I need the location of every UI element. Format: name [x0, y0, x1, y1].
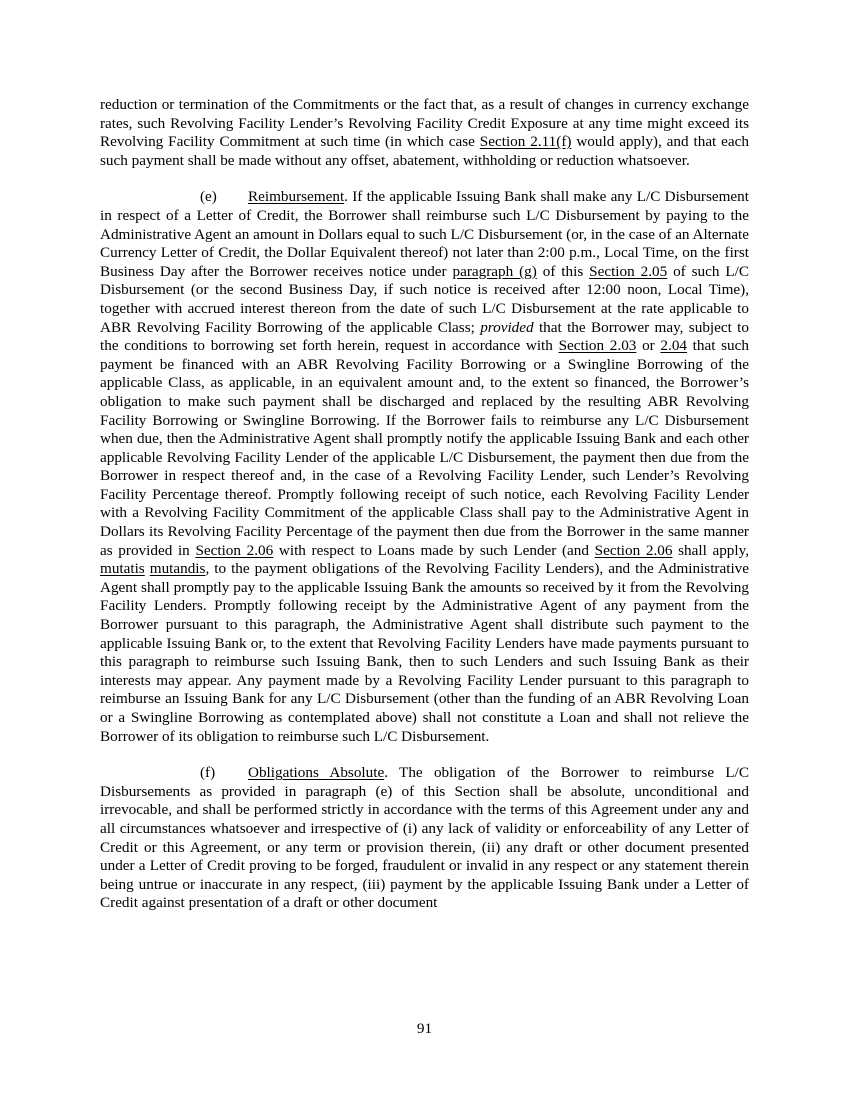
paragraph-label: (e)	[200, 188, 217, 206]
paragraph-label: (f)	[200, 764, 216, 782]
text-run: with respect to Loans made by such Lender (and	[273, 541, 595, 559]
section-reference: Section 2.06	[594, 541, 673, 559]
text-run: would apply), and that each such payment shall be made without any offset, abatement, withholding or reduction whatsoever.	[100, 133, 749, 169]
text-run: of such L/C Disbursement (or the second Business Day, if such notice is received after 12:00 noon, Local Time), together with accrued interest thereon from the date of such L/C Disbursement at the rate applicable to ABR Revolving Facility Borrowing of the applicable Class;	[100, 262, 749, 336]
text-run: . If the applicable Issuing Bank shall make any L/C Disbursement in respect of a Letter of Credit, the Borrower shall reimburse such L/C Disbursement by paying to the Administrative Agent an amount in Dollars equal to such L/C Disbursement (or, in the case of an Alternate Currency Letter of Credit, the Dollar Equivalent thereof) not later than 2:00 p.m., Local Time, on the first Business Day after the Borrower receives notice under	[100, 188, 749, 280]
text-run: reduction or termination of the Commitments or the fact that, as a result of changes in currency exchange rates, such Revolving Facility Lender’s Revolving Facility Credit Exposure at any time might exceed its Revolving Facility Commitment at such time (in which case	[100, 96, 749, 151]
text-run: , to the payment obligations of the Revolving Facility Lenders), and the Administrative Agent shall promptly pay to the applicable Issuing Bank the amounts so received by it from the Revolving Facility Lenders. Promptly following receipt by the Administrative Agent of any payment from the Borrower pursuant to this paragraph, the Administrative Agent shall distribute such payment to the applicable Issuing Bank or, to the extent that Revolving Facility Lenders have made payments pursuant to this paragraph to reimburse such Issuing Bank, then to such Lenders and such Issuing Bank as their interests may appear. Any payment made by a Revolving Facility Lender pursuant to this paragraph to reimburse an Issuing Bank for any L/C Disbursement (other than the funding of an ABR Revolving Loan or a Swingline Borrowing as contemplated above) shall not constitute a Loan and shall not relieve the Borrower of its obligation to reimburse such L/C Disbursement.	[100, 560, 750, 745]
text-run: . The obligation of the Borrower to reimburse L/C Disbursements as provided in paragraph (e) of this Section shall be absolute, unconditional and irrevocable, and shall be performed strictly in accordance with the terms of this Agreement under any and all circumstances whatsoever and irrespective of (i) any lack of validity or enforceability of any Letter of Credit or this Agreement, or any term or provision therein, (ii) any draft or other document presented under a Letter of Credit proving to be forged, fraudulent or invalid in any respect or any statement therein being untrue or inaccurate in any respect, (iii) payment by the applicable Issuing Bank under a Letter of Credit against presentation of a draft or other document	[100, 764, 750, 912]
page-number: 91	[416, 1020, 433, 1037]
text-run: shall apply,	[672, 541, 750, 559]
paragraph-f-obligations-absolute	[100, 764, 749, 913]
text-run: that the Borrower may, subject to the conditions to borrowing set forth herein, request in accordance with	[100, 318, 749, 355]
text-run: of this	[536, 262, 590, 280]
section-reference: Section 2.06	[195, 541, 274, 559]
paragraph-e-reimbursement	[100, 188, 749, 746]
section-reference: Section 2.03	[558, 337, 637, 355]
paragraph-heading: Reimbursement	[248, 188, 345, 206]
latin-term: mutandis	[149, 560, 206, 578]
section-reference: Section 2.11(f)	[479, 133, 572, 151]
section-reference: 2.04	[660, 337, 687, 355]
emphasis-text: provided	[480, 318, 534, 336]
latin-term: mutatis	[100, 560, 145, 578]
text-run: that such payment be financed with an ABR Revolving Facility Borrowing or a Swingline Borrowing of the applicable Class, as applicable, in an equivalent amount and, to the extent so financed, the Borrower’s obligation to make such payment shall be discharged and replaced by the resulting ABR Revolving Facility Borrowing or Swingline Borrowing. If the Borrower fails to reimburse any L/C Disbursement when due, then the Administrative Agent shall promptly notify the applicable Issuing Bank and each other applicable Revolving Facility Lender of the applicable L/C Disbursement, the payment then due from the Borrower in respect thereof and, in the case of a Revolving Facility Lender, such Lender’s Revolving Facility Percentage thereof. Promptly following receipt of such notice, each Revolving Facility Lender with a Revolving Facility Commitment of the applicable Class shall pay to the Administrative Agent in Dollars its Revolving Facility Percentage of the payment then due from the Borrower in the same manner as provided in	[100, 337, 749, 559]
section-reference: Section 2.05	[589, 262, 668, 280]
section-reference: paragraph (g)	[452, 262, 537, 280]
document-body	[100, 96, 749, 931]
paragraph-continuation	[100, 96, 749, 170]
text-run: or	[636, 337, 661, 355]
paragraph-heading: Obligations Absolute	[248, 764, 385, 782]
